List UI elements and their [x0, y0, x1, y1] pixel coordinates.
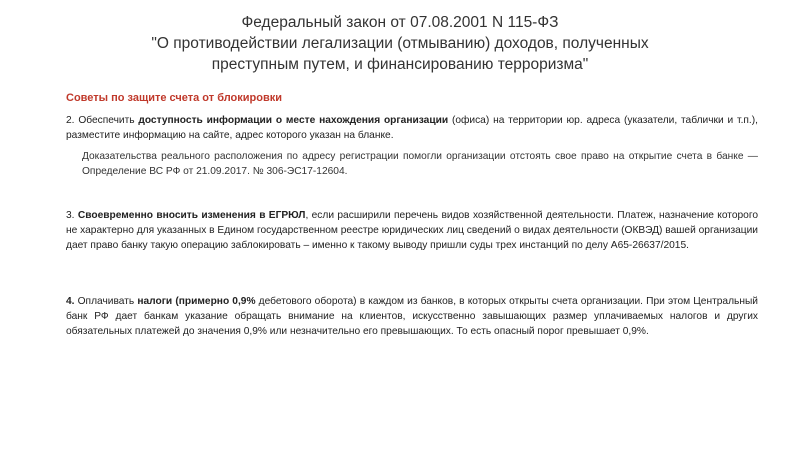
- paragraph-3-number: 3.: [66, 210, 75, 221]
- paragraph-4-emphasis: налоги (примерно 0,9%: [137, 296, 256, 307]
- paragraph-2: [66, 113, 758, 143]
- paragraph-2-note: Доказательства реального расположения по адресу регистрации помогли организации отстоять свое право на открытие счета в банке — Определение ВС РФ от 21.09.2017. № 306-ЭС17-12604.: [82, 151, 758, 177]
- title-line-1: Федеральный закон от 07.08.2001 N 115-ФЗ: [241, 14, 559, 31]
- paragraph-4-lead: Оплачивать: [74, 296, 138, 307]
- paragraph-2-emphasis: доступность информации о месте нахождения организации: [138, 115, 449, 126]
- paragraph-3-text: , если расширили перечень видов хозяйственной деятельности. Платеж, назначение которого не характерно для указанных в Едином государственном реестре юридических лиц сведений о видах деятельности (ОКВЭД) вашей организации дает право банку такую операцию заблокировать – именно к такому выводу пришли суды трех инстанций по делу А65-26637/2015.: [66, 210, 758, 251]
- paragraph-2-lead: Обеспечить: [74, 115, 139, 126]
- paragraph-3-emphasis: Своевременно вносить изменения в ЕГРЮЛ: [74, 210, 306, 221]
- title-line-3: преступным путем, и финансированию терроризма": [211, 56, 589, 73]
- section-subtitle: Советы по защите счета от блокировки: [66, 92, 283, 104]
- paragraph-2-text: (офиса) на территории юр. адреса (указатели, таблички и т.п.), разместите информацию на сайте, адрес которого указан на бланке.: [66, 115, 758, 141]
- title-line-2: "О противодействии легализации (отмыванию) доходов, полученных: [151, 35, 649, 52]
- page-title: [90, 12, 710, 75]
- paragraph-4: [66, 294, 758, 339]
- paragraph-3: [66, 208, 758, 253]
- paragraph-2-number: 2.: [66, 115, 75, 126]
- paragraph-4-number: 4.: [66, 296, 75, 307]
- paragraph-4-text: дебетового оборота) в каждом из банков, в которых открыты счета организации. При этом Центральный банк РФ дает банкам указание обращать внимание на клиентов, искусственно завышающих размер уплачиваемых налогов и других обязательных платежей до значения 0,9% или незначительно его превышающих. То есть опасный порог превышает 0,9%.: [66, 296, 758, 337]
